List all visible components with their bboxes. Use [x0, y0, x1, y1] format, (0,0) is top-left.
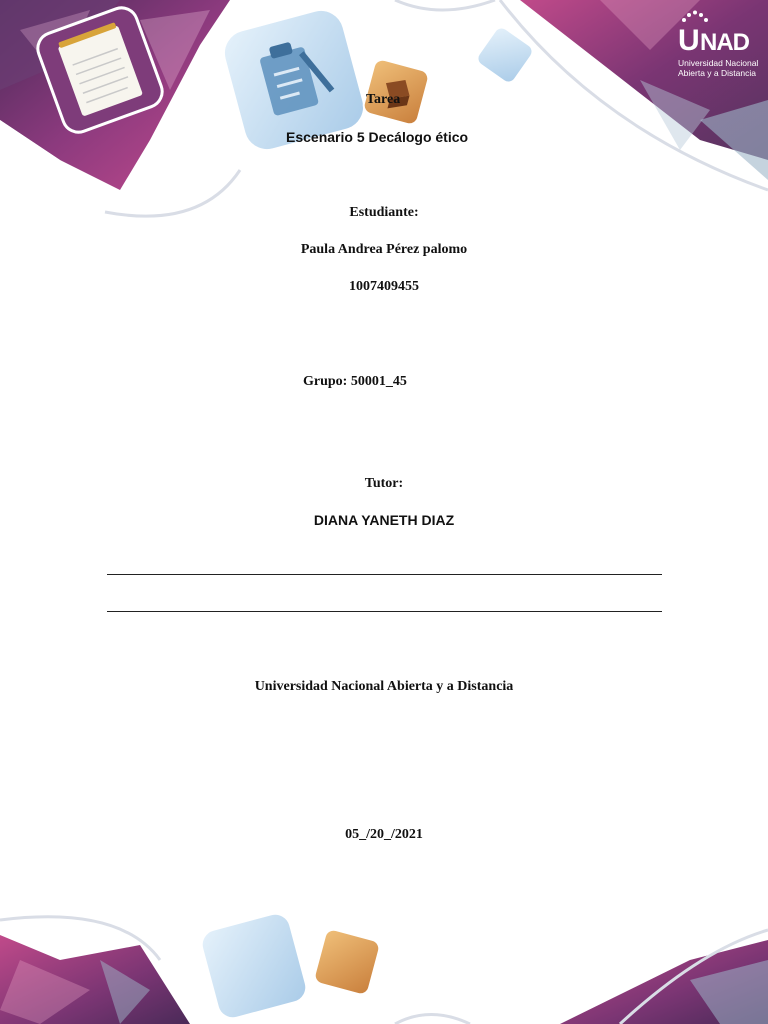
group-label: Grupo: 50001_45 [303, 374, 407, 389]
tutor-label: Tutor: [364, 476, 404, 491]
divider-line-2 [107, 611, 662, 612]
unad-logo-mark [676, 10, 760, 58]
divider-line-1 [107, 574, 662, 575]
document-title: Escenario 5 Decálogo ético [286, 129, 469, 145]
university-name: Universidad Nacional Abierta y a Distancia [254, 679, 514, 694]
logo-line-1: Universidad Nacional [678, 58, 759, 68]
unad-logo [676, 8, 760, 84]
document-date: 05_/20_/2021 [345, 827, 423, 842]
student-id: 1007409455 [349, 279, 419, 294]
svg-text:U: U [678, 24, 699, 57]
svg-text:NAD: NAD [700, 29, 749, 56]
logo-line-2: Abierta y a Distancia [678, 68, 756, 78]
student-name: Paula Andrea Pérez palomo [300, 242, 468, 257]
tutor-name: DIANA YANETH DIAZ [313, 512, 455, 528]
top-decoration [0, 0, 768, 240]
student-label: Estudiante: [349, 205, 419, 220]
task-label: Tarea [366, 92, 401, 107]
